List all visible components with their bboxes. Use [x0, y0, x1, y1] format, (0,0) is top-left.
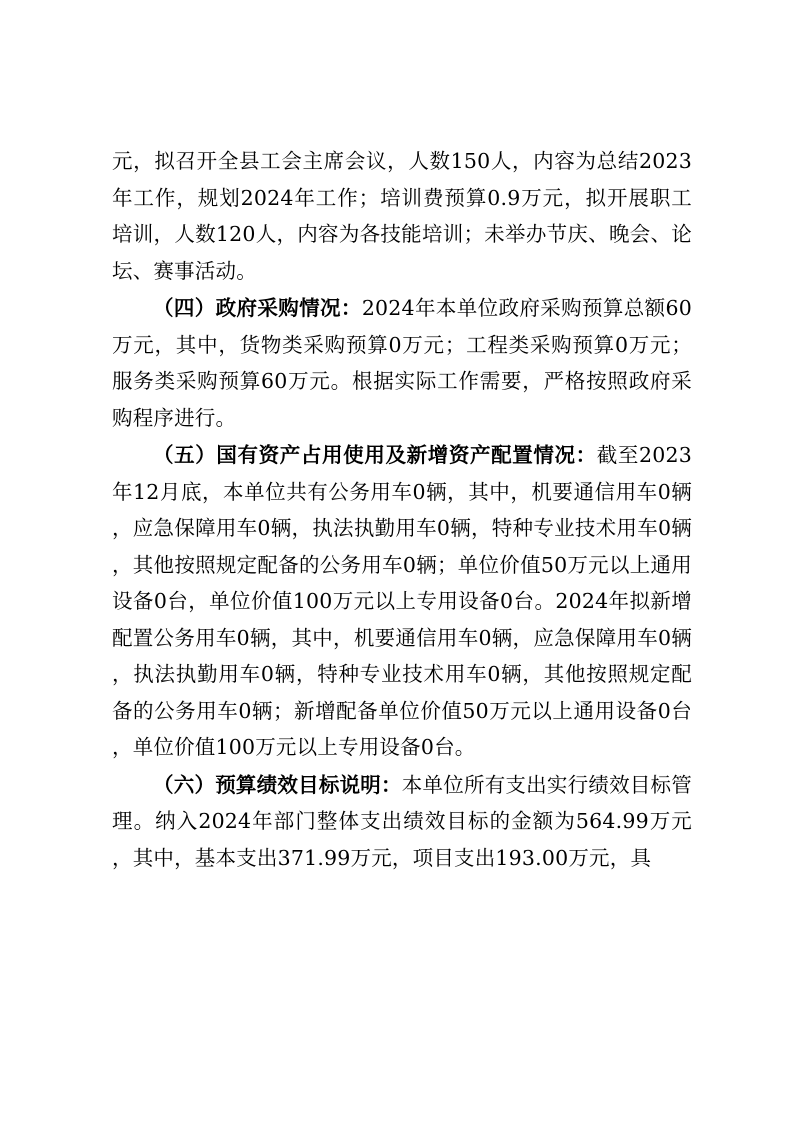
section-heading-assets: （五）国有资产占用使用及新增资产配置情况：: [153, 443, 597, 467]
paragraph-training-meetings: [112, 143, 692, 289]
paragraph-text: 元，拟召开全县工会主席会议，人数150人，内容为总结2023年工作，规划2024年工作；培训费预算0.9万元，拟开展职工培训，人数120人，内容为各技能培训；未举办节庆、晚会、论坛、赛事活动。: [112, 149, 692, 283]
paragraph-performance-targets: [112, 767, 692, 877]
section-heading-performance: （六）预算绩效目标说明：: [153, 772, 402, 797]
section-heading-procurement: （四）政府采购情况：: [153, 296, 362, 320]
paragraph-text: 2024年本单位政府采购预算总额60万元，其中，货物类采购预算0万元；工程类采购预算0万元；服务类采购预算60万元。根据实际工作需要，严格按照政府采购程序进行。: [112, 296, 693, 430]
paragraph-text: 截至2023年12月底，本单位共有公务用车0辆，其中，机要通信用车0辆，应急保障用车0辆，执法执勤用车0辆，特种专业技术用车0辆，其他按照规定配备的公务用车0辆；单位价值50万元以上通用设备0台，单位价值100万元以上专用设备0台。2024年拟新增配置公务用车0辆，其中，机要通信用车0辆，应急保障用车0辆，执法执勤用车0辆，特种专业技术用车0辆，其他按照规定配备的公务用车0辆；新增配备单位价值50万元以上通用设备0台，单位价值100万元以上专用设备0台。: [112, 443, 692, 759]
document-page: [112, 143, 692, 876]
paragraph-text: 本单位所有支出实行绩效目标管理。纳入2024年部门整体支出绩效目标的金额为564.99万元，其中，基本支出371.99万元，项目支出193.00万元，具: [112, 772, 692, 870]
paragraph-government-procurement: [112, 290, 692, 436]
paragraph-state-assets: [112, 437, 692, 766]
